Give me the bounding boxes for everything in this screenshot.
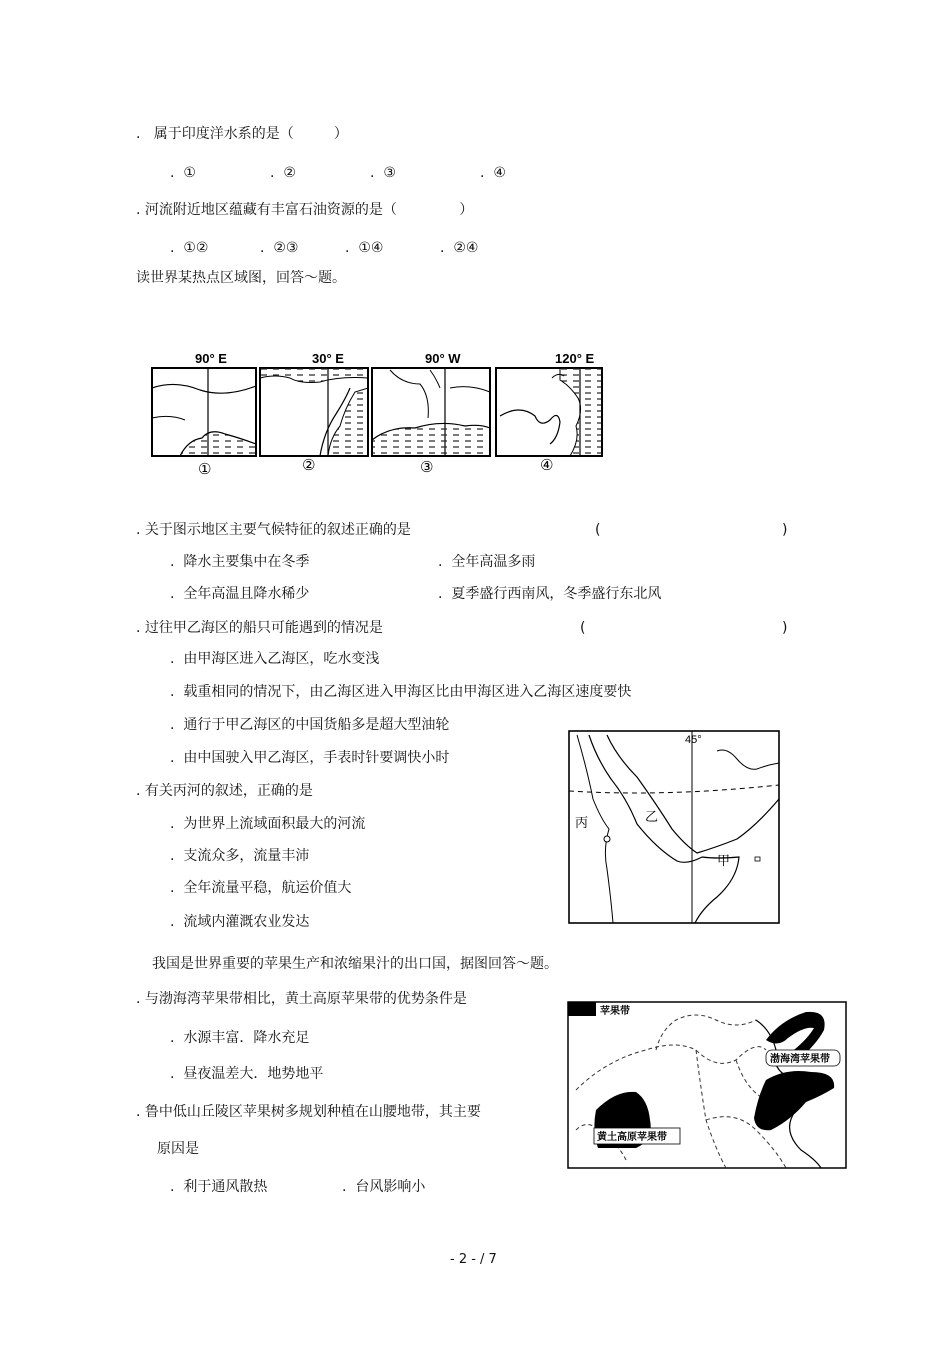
map-label-3: 90° W	[425, 351, 461, 366]
map-4	[496, 368, 602, 456]
q6-stem: . 与渤海湾苹果带相比，黄土高原苹果带的优势条件是	[136, 991, 467, 1007]
four-region-maps	[140, 348, 610, 478]
map-number-3: ③	[420, 459, 434, 476]
apple-loess-label: 黄土高原苹果带	[597, 1132, 667, 1143]
map-2	[260, 368, 368, 456]
q7-option-b[interactable]: . 台风影响小	[342, 1179, 426, 1195]
q7-stem: . 鲁中低山丘陵区苹果树多规划种植在山腰地带，其主要	[136, 1104, 481, 1120]
map-number-2: ②	[302, 457, 316, 474]
map-3	[372, 368, 490, 456]
q3-option-c[interactable]: . 全年高温且降水稀少	[170, 586, 310, 602]
q1-stem: . 属于印度洋水系的是（ ）	[136, 126, 348, 142]
map-label-2: 30° E	[312, 351, 344, 366]
q4-option-a[interactable]: . 由甲海区进入乙海区，吃水变浅	[170, 651, 380, 667]
q4-option-d[interactable]: . 由中国驶入甲乙海区，手表时针要调快小时	[170, 750, 450, 766]
map-label-4: 120° E	[555, 351, 595, 366]
apple-bohai-label: 渤海湾苹果带	[770, 1054, 830, 1065]
q4-paren-close: )	[782, 620, 788, 636]
map-1	[152, 368, 256, 456]
q5-stem: . 有关丙河的叙述，正确的是	[136, 783, 313, 799]
q1-option-c[interactable]: . ③	[370, 165, 396, 181]
apple-belt-map	[566, 1000, 848, 1170]
region-map-lon-label: 45°	[685, 734, 702, 746]
q7-stem-2: 原因是	[157, 1141, 199, 1157]
q1-option-a[interactable]: . ①	[170, 165, 196, 181]
q6-option-a[interactable]: . 水源丰富．降水充足	[170, 1030, 310, 1046]
region-map-bing: 丙	[575, 815, 589, 830]
intro-apple: 我国是世界重要的苹果生产和浓缩果汁的出口国，据图回答～题。	[152, 956, 558, 972]
q6-option-b[interactable]: . 昼夜温差大．地势地平	[170, 1066, 324, 1082]
intro-hotspot: 读世界某热点区域图，回答～题。	[136, 270, 346, 286]
q7-option-a[interactable]: . 利于通风散热	[170, 1179, 268, 1195]
page-number: - 2 - / 7	[450, 1252, 497, 1267]
map-number-4: ④	[540, 457, 554, 474]
region-map-jia: 甲	[717, 853, 731, 868]
q3-option-a[interactable]: . 降水主要集中在冬季	[170, 554, 310, 570]
q2-stem: . 河流附近地区蕴藏有丰富石油资源的是（ ）	[136, 202, 474, 218]
q5-option-b[interactable]: . 支流众多，流量丰沛	[170, 848, 310, 864]
q3-option-d[interactable]: . 夏季盛行西南风，冬季盛行东北风	[438, 586, 662, 602]
q4-option-c[interactable]: . 通行于甲乙海区的中国货船多是超大型油轮	[170, 717, 450, 733]
region-map-yi: 乙	[645, 809, 659, 824]
q1-option-d[interactable]: . ④	[480, 165, 506, 181]
q3-stem: . 关于图示地区主要气候特征的叙述正确的是	[136, 522, 411, 538]
q4-option-b[interactable]: . 载重相同的情况下，由乙海区进入甲海区比由甲海区进入乙海区速度要快	[170, 684, 632, 700]
q2-option-d[interactable]: . ②④	[440, 240, 479, 256]
q3-paren-open: (	[595, 522, 601, 538]
q5-option-d[interactable]: . 流域内灌溉农业发达	[170, 914, 310, 930]
q5-option-c[interactable]: . 全年流量平稳，航运价值大	[170, 880, 352, 896]
apple-legend-label: 苹果带	[600, 1006, 630, 1017]
map-number-1: ①	[198, 461, 212, 478]
map-label-1: 90° E	[195, 351, 227, 366]
q2-option-c[interactable]: . ①④	[345, 240, 384, 256]
q3-option-b[interactable]: . 全年高温多雨	[438, 554, 536, 570]
region-map	[567, 729, 781, 925]
q4-paren-open: (	[580, 620, 586, 636]
q3-paren-close: )	[782, 522, 788, 538]
q2-option-a[interactable]: . ①②	[170, 240, 209, 256]
q5-option-a[interactable]: . 为世界上流域面积最大的河流	[170, 816, 366, 832]
q1-option-b[interactable]: . ②	[270, 165, 296, 181]
q4-stem: . 过往甲乙海区的船只可能遇到的情况是	[136, 620, 383, 636]
q2-option-b[interactable]: . ②③	[260, 240, 299, 256]
